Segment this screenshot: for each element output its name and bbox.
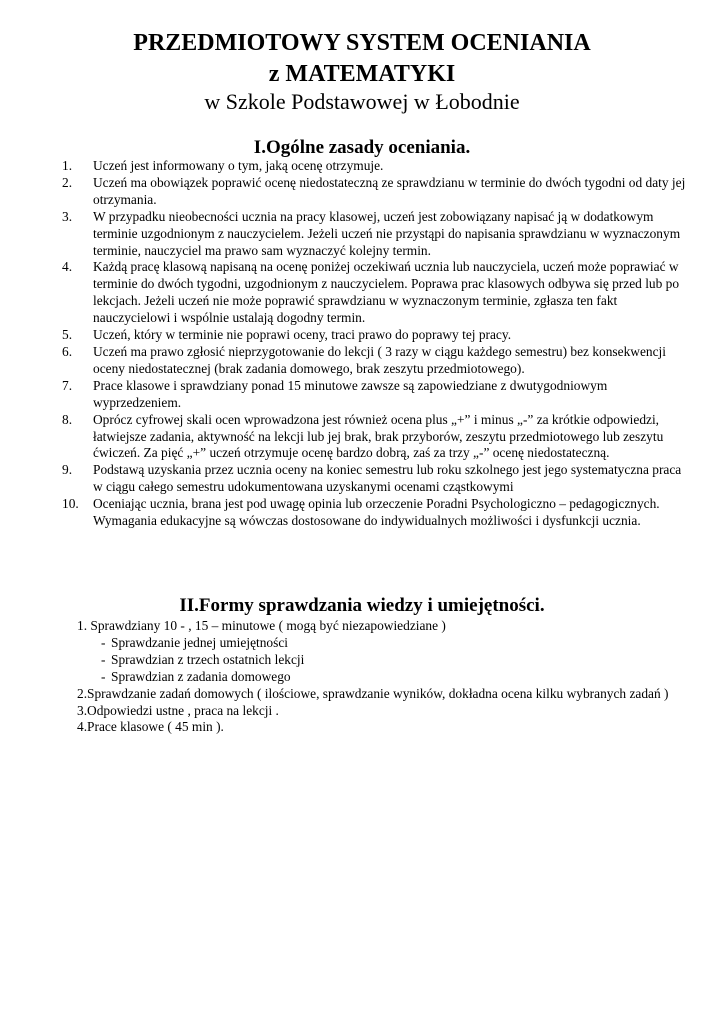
list-item: [0, 378, 690, 412]
assessment-subitem-text: Sprawdzian z zadania domowego: [111, 668, 291, 684]
list-item-text: Uczeń jest informowany o tym, jaką ocenę otrzymuje.: [93, 158, 384, 173]
dash-bullet: -: [101, 634, 106, 650]
list-item-number: 5.: [62, 327, 73, 343]
assessment-subitem: [0, 652, 690, 669]
list-item-text: Każdą pracę klasową napisaną na ocenę poniżej oczekiwań ucznia lub nauczyciela, uczeń może poprawiać w terminie do dwóch tygodni, uzgodnionym z nauczycielem. Poprawa prac klasowych odbywa się przed lub po lekcjach. Jeżeli uczeń nie może poprawić sprawdzianu w wyznaczonym terminie, zgłasza ten fakt nauczycielowi i wspólnie ustalają dogodny termin.: [93, 259, 680, 326]
list-item-text: Uczeń ma obowiązek poprawić ocenę niedostateczną ze sprawdzianu w terminie do dwóch tygodni od daty jej otrzymania.: [93, 174, 686, 207]
dash-bullet: -: [101, 668, 106, 684]
list-item: [0, 175, 690, 209]
list-item: [0, 327, 690, 344]
list-item-text: Oprócz cyfrowej skali ocen wprowadzona jest również ocena plus „+” i minus „-” za krótkie odpowiedzi, łatwiejsze zadania, aktywność na lekcji lub jej brak, brak przyborów, zeszytu przedmiotowego lub zeszytu ćwiczeń. Za pięć „+” uczeń otrzymuje ocenę bardzo dobrą, zaś za trzy „-” ocenę niedostateczną.: [93, 411, 664, 461]
assessment-subitem: [0, 669, 690, 686]
assessment-form-item-2: 2.Sprawdzanie zadań domowych ( ilościowe, sprawdzanie wyników, dokładna ocena kilku wybranych zadań ): [77, 685, 669, 701]
list-item-text: Uczeń, który w terminie nie poprawi oceny, traci prawo do poprawy tej pracy.: [93, 327, 512, 343]
list-item-number: 9.: [62, 462, 73, 478]
list-item: [0, 496, 690, 530]
assessment-subitem-text: Sprawdzian z trzech ostatnich lekcji: [111, 651, 305, 667]
assessment-forms-list: [0, 618, 690, 736]
list-item: [0, 462, 690, 496]
section1-heading: I.Ogólne zasady oceniania.: [253, 137, 471, 158]
document-title-line1: PRZEDMIOTOWY SYSTEM OCENIANIA: [133, 30, 591, 56]
list-item-number: 7.: [62, 377, 73, 393]
assessment-form-item-1: 1. Sprawdziany 10 - , 15 – minutowe ( mogą być niezapowiedziane ): [77, 618, 446, 633]
list-item-number: 3.: [62, 208, 73, 224]
list-item-text: Podstawą uzyskania przez ucznia oceny na koniec semestru lub roku szkolnego jest jego systematyczna praca w ciągu całego semestru udokumentowana uzyskanymi ocenami cząstkowymi: [93, 462, 682, 495]
rules-list: [0, 158, 690, 530]
document-subtitle: w Szkole Podstawowej w Łobodnie: [204, 89, 520, 114]
list-item-text: W przypadku nieobecności ucznia na pracy klasowej, uczeń jest zobowiązany napisać ją w dodatkowym terminie uzgodnionym z nauczycielem. Jeżeli uczeń nie przystąpi do napisania sprawdzianu w wyznaczonym terminie, nauczyciel ma prawo sam wyznaczyć kolejny termin.: [93, 208, 681, 258]
list-item-number: 4.: [62, 259, 73, 275]
list-item-number: 10.: [62, 496, 79, 512]
list-item-number: 8.: [62, 411, 73, 427]
list-item: [0, 344, 690, 378]
section2-heading: II.Formy sprawdzania wiedzy i umiejętności.: [179, 595, 545, 616]
list-item-number: 6.: [62, 343, 73, 359]
list-item-number: 1.: [62, 158, 73, 173]
list-item: [0, 259, 690, 327]
assessment-form-item-3: 3.Odpowiedzi ustne , praca na lekcji .: [77, 702, 279, 718]
dash-bullet: -: [101, 651, 106, 667]
list-item-text: Prace klasowe i sprawdziany ponad 15 minutowe zawsze są zapowiedziane z dwutygodniowym wyprzedzeniem.: [93, 377, 608, 410]
list-item-text: Oceniając ucznia, brana jest pod uwagę opinia lub orzeczenie Poradni Psychologiczno – pedagogicznych. Wymagania edukacyjne są wówczas dostosowane do indywidualnych możliwości i dysfunkcji ucznia.: [93, 496, 660, 529]
list-item: [0, 209, 690, 260]
document-title-line2: z MATEMATYKI: [268, 61, 456, 87]
assessment-form-item-4: 4.Prace klasowe ( 45 min ).: [77, 719, 224, 735]
assessment-subitem-text: Sprawdzanie jednej umiejętności: [111, 634, 288, 650]
list-item: [0, 412, 690, 463]
list-item: [0, 158, 690, 175]
list-item-number: 2.: [62, 174, 73, 190]
assessment-subitem: [0, 635, 690, 652]
list-item-text: Uczeń ma prawo zgłosić nieprzygotowanie do lekcji ( 3 razy w ciągu każdego semestru) bez konsekwencji oceny niedostatecznej (brak zadania domowego, brak zeszytu przedmiotowego).: [93, 343, 666, 376]
